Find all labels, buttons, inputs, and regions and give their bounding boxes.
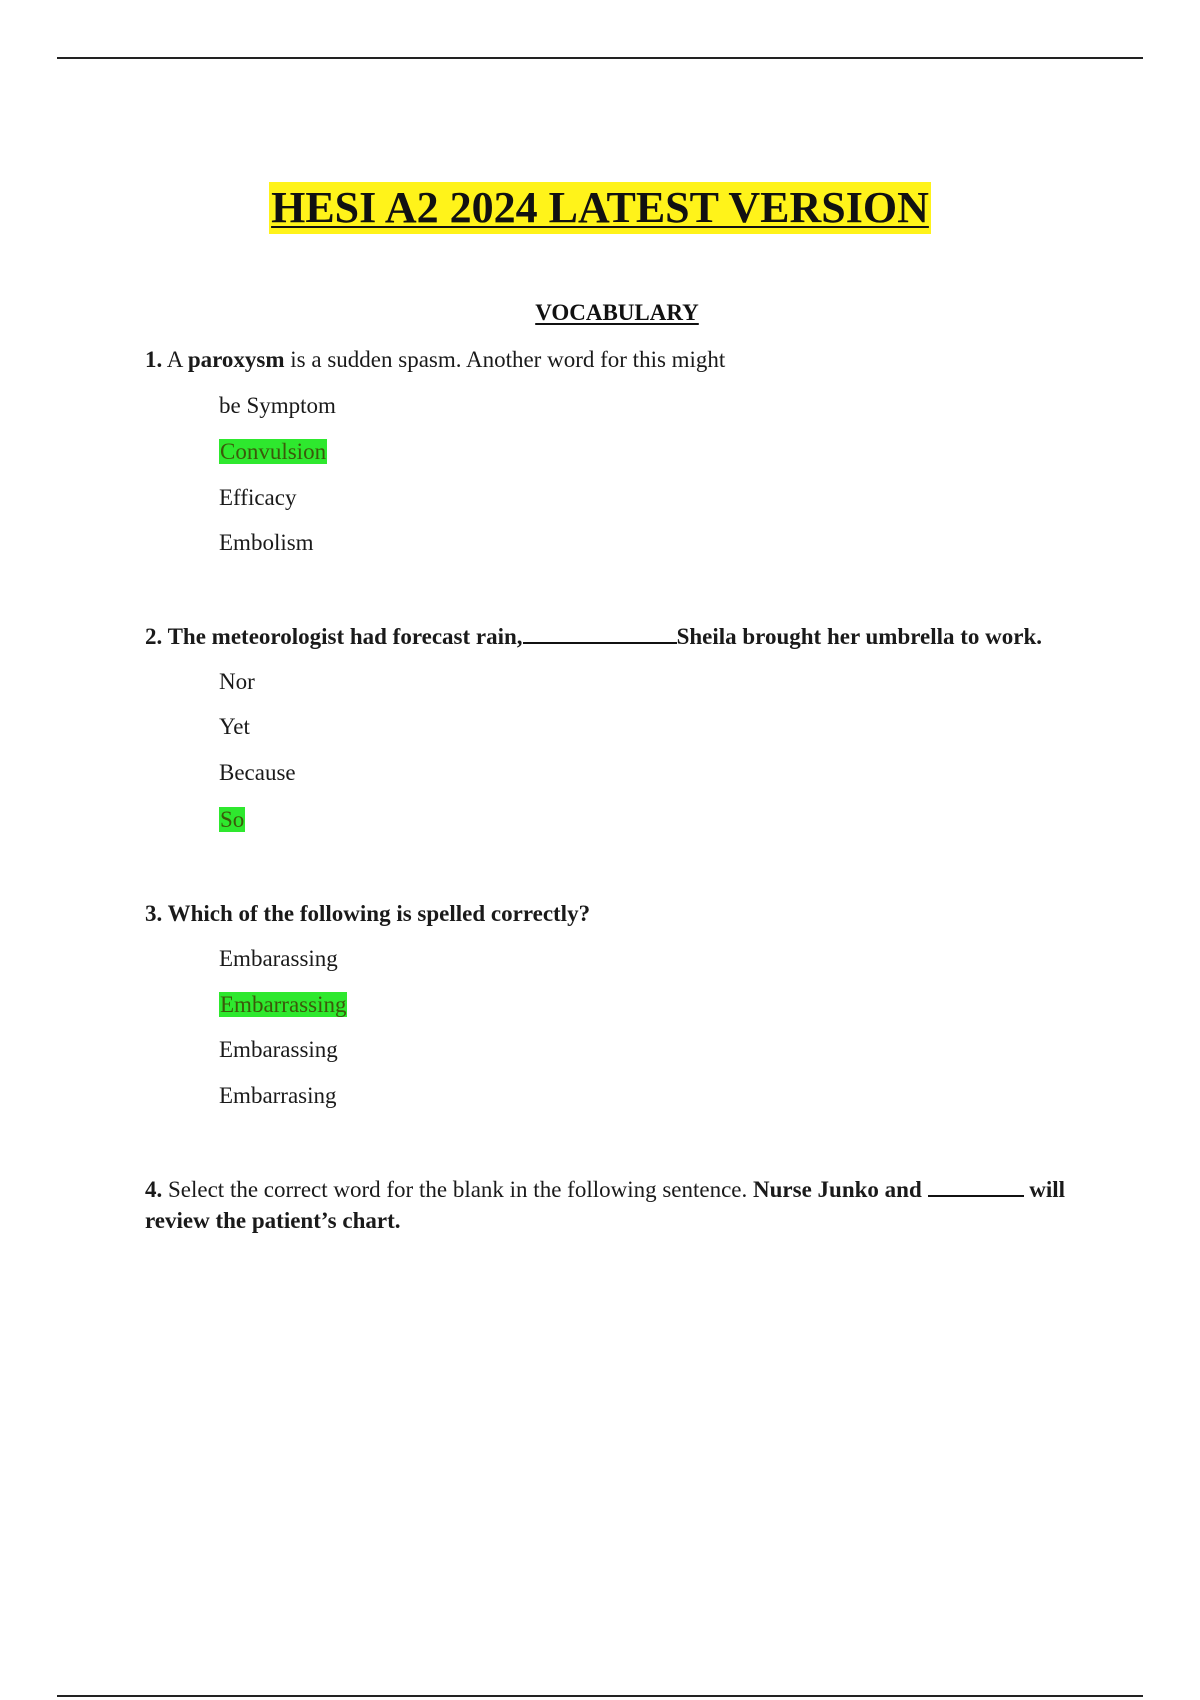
top-divider xyxy=(57,57,1143,59)
question-number: 3. xyxy=(145,901,163,926)
question-text: Sheila brought her umbrella to work. xyxy=(676,624,1043,649)
question-4 xyxy=(145,1174,1075,1236)
q3-option-1: Embarassing xyxy=(219,946,338,971)
document-title: HESI A2 2024 LATEST VERSION xyxy=(271,183,929,232)
question-text: is a sudden spasm. Another word for this might xyxy=(290,347,726,372)
q1-option-3: Efficacy xyxy=(219,485,297,510)
q1-option-4: Embolism xyxy=(219,530,314,555)
q2-option-1: Nor xyxy=(219,669,255,694)
question-number: 2. xyxy=(145,624,163,649)
question-text-bold: Nurse Junko and xyxy=(753,1177,922,1202)
question-text: A xyxy=(166,347,183,372)
bottom-divider xyxy=(57,1695,1143,1697)
question-2 xyxy=(145,621,1042,652)
question-keyword: paroxysm xyxy=(187,347,285,372)
q2-option-3: Because xyxy=(219,760,296,785)
question-3 xyxy=(145,898,590,929)
q3-option-3: Embarassing xyxy=(219,1037,338,1062)
question-text: The meteorologist had forecast rain, xyxy=(167,624,523,649)
question-text-bold: will review the patient’s chart. xyxy=(145,1177,1066,1233)
question-1 xyxy=(145,344,725,375)
q2-option-4-correct: So xyxy=(220,807,245,832)
q2-option-2: Yet xyxy=(219,714,250,739)
answer-blank xyxy=(928,1175,1024,1197)
q1-option-2-correct: Convulsion xyxy=(220,439,327,464)
section-heading: VOCABULARY xyxy=(535,300,699,325)
question-number: 4. xyxy=(145,1177,163,1202)
question-number: 1. xyxy=(145,347,163,372)
answer-blank xyxy=(523,622,677,644)
q3-option-4: Embarrasing xyxy=(219,1083,337,1108)
q1-option-1: be Symptom xyxy=(219,393,336,418)
question-text: Which of the following is spelled correctly? xyxy=(167,901,591,926)
question-text: Select the correct word for the blank in the following sentence. xyxy=(168,1177,748,1202)
q3-option-2-correct: Embarrassing xyxy=(220,992,347,1017)
